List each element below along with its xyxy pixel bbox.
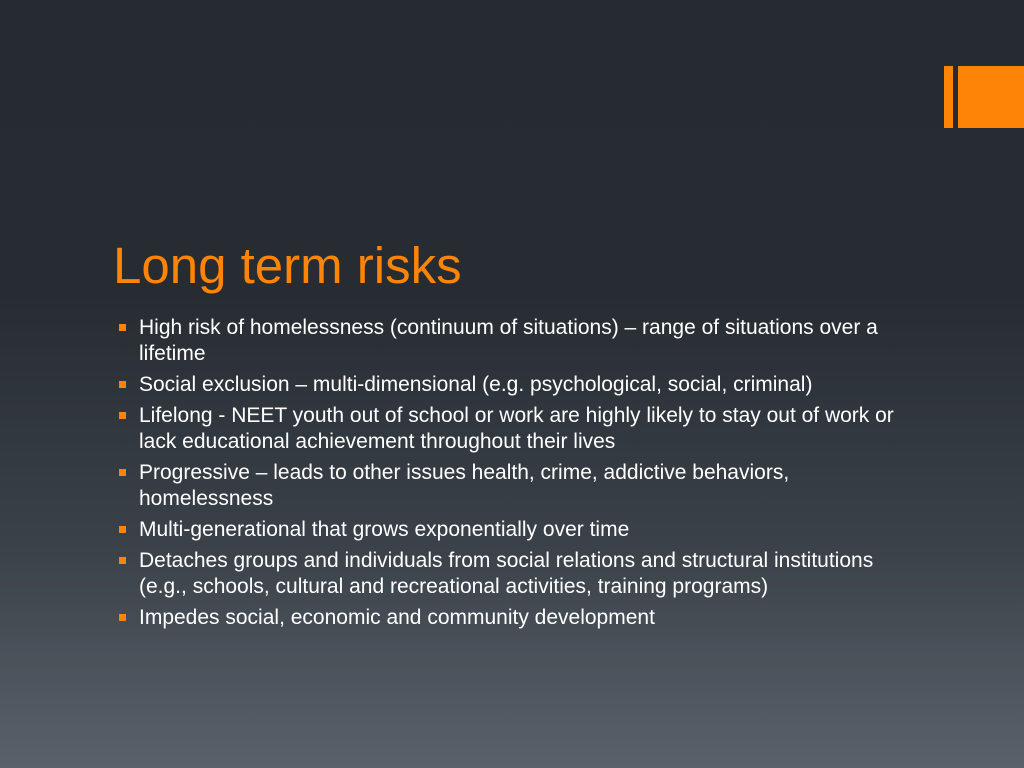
- accent-bar-thick: [958, 66, 1024, 128]
- bullet-text: Progressive – leads to other issues health, crime, addictive behaviors, homelessness: [139, 461, 790, 510]
- bullet-item: [115, 548, 915, 600]
- bullet-text: Impedes social, economic and community development: [139, 606, 655, 629]
- bullet-item: [115, 605, 915, 631]
- bullet-list: [115, 315, 915, 636]
- square-bullet-icon: [119, 469, 126, 476]
- bullet-text: Detaches groups and individuals from social relations and structural institutions (e.g., schools, cultural and recreational activities, training programs): [139, 549, 874, 598]
- bullet-text: Social exclusion – multi-dimensional (e.g. psychological, social, criminal): [139, 373, 813, 396]
- accent-bar-thin: [944, 66, 953, 128]
- bullet-item: [115, 460, 915, 512]
- bullet-item: [115, 315, 915, 367]
- square-bullet-icon: [119, 412, 126, 419]
- bullet-item: [115, 517, 915, 543]
- bullet-item: [115, 403, 915, 455]
- bullet-text: High risk of homelessness (continuum of situations) – range of situations over a lifetime: [139, 316, 878, 365]
- bullet-item: [115, 372, 915, 398]
- square-bullet-icon: [119, 526, 126, 533]
- slide-title: Long term risks: [113, 237, 462, 294]
- bullet-text: Lifelong - NEET youth out of school or work are highly likely to stay out of work or lack educational achievement throughout their lives: [139, 404, 894, 453]
- square-bullet-icon: [119, 381, 126, 388]
- square-bullet-icon: [119, 557, 126, 564]
- square-bullet-icon: [119, 614, 126, 621]
- bullet-text: Multi-generational that grows exponentially over time: [139, 518, 630, 541]
- square-bullet-icon: [119, 324, 126, 331]
